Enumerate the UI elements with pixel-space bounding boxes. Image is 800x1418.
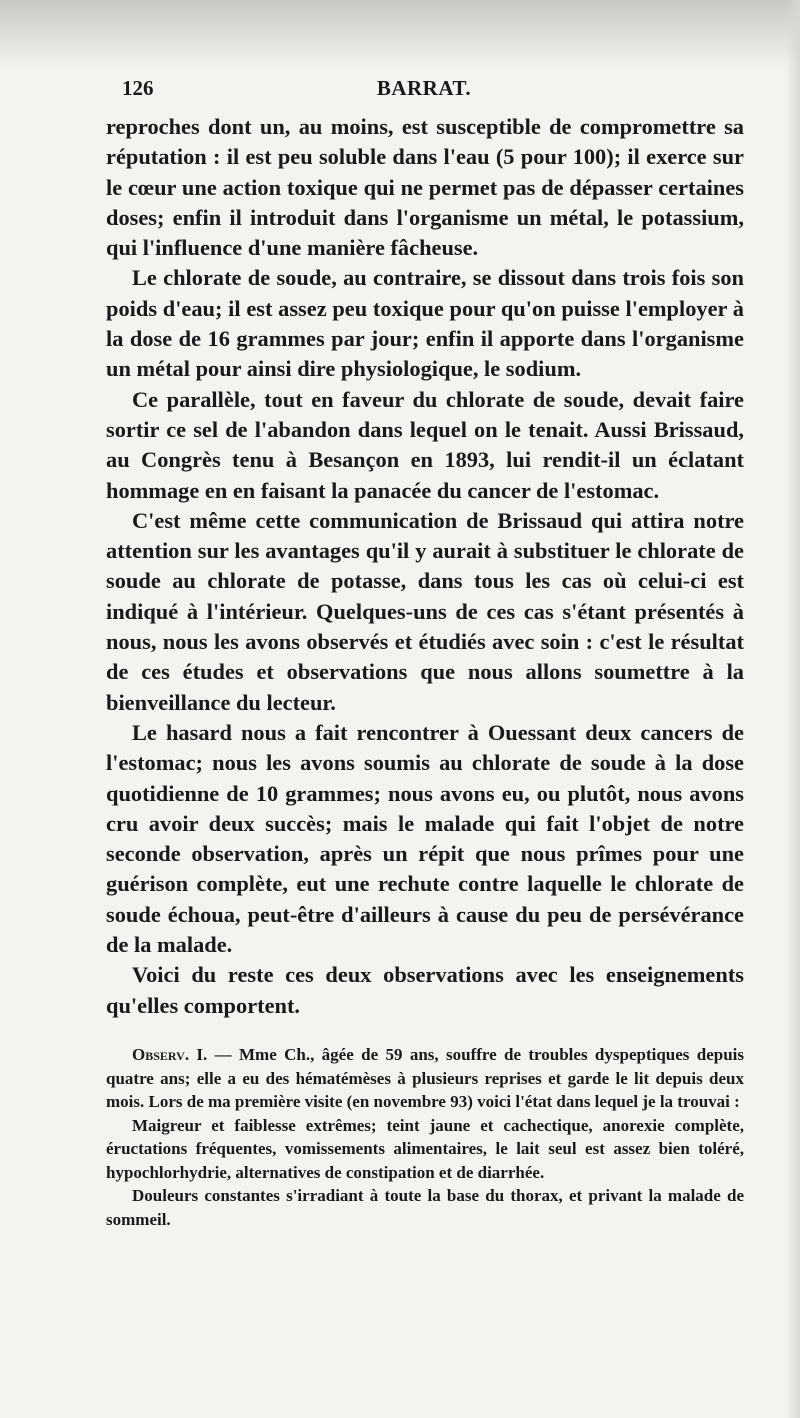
paragraph-6: Voici du reste ces deux observations avec les enseignements qu'elles comportent. — [106, 962, 744, 1018]
observation-notes — [106, 1043, 744, 1231]
scan-right-shadow — [786, 0, 800, 1418]
running-head: BARRAT. — [376, 76, 472, 100]
paragraph-2: Le chlorate de soude, au contraire, se dissout dans trois fois son poids d'eau; il est assez peu toxique pour qu'on puisse l'employer à la dose de 16 grammes par jour; enfin il apporte dans l'organisme un métal pour ainsi dire physiologique, le sodium. — [106, 265, 744, 382]
observation-1-text: — Mme Ch., âgée de 59 ans, souffre de troubles dyspeptiques depuis quatre ans; elle a eu des hématémèses à plusieurs reprises et garde le lit depuis deux mois. Lors de ma première visite (en novembre 93) voici l'état dans lequel je la trouvai : — [106, 1045, 744, 1111]
paragraph-3: Ce parallèle, tout en faveur du chlorate de soude, devait faire sortir ce sel de l'abandon dans lequel on le tenait. Aussi Brissaud, au Congrès tenu à Besançon en 1893, lui rendit-il un éclatant hommage en en faisant la panacée du cancer de l'estomac. — [106, 386, 744, 503]
scan-top-shadow — [0, 0, 800, 70]
observation-1 — [106, 1043, 744, 1114]
body-text — [106, 112, 744, 1021]
page-number: 126 — [122, 76, 154, 100]
paragraph-5: Le hasard nous a fait rencontrer à Ouessant deux cancers de l'estomac; nous les avons soumis au chlorate de soude à la dose quotidienne de 10 grammes; nous avons eu, ou plutôt, nous avons cru avoir deux succès; mais le malade qui fait l'objet de notre seconde observation, après un répit que nous prîmes pour une guérison complète, eut une rechute contre laquelle le chlorate de soude échoua, peut-être d'ailleurs à cause du peu de persévérance de la malade. — [106, 719, 744, 958]
page-header — [104, 76, 744, 106]
paragraph-4: C'est même cette communication de Brissaud qui attira notre attention sur les avantages qu'il y aurait à substituer le chlorate de soude au chlorate de potasse, dans tous les cas où celui-ci est indiqué à l'intérieur. Quelques-uns de ces cas s'étant présentés à nous, nous les avons observés et étudiés avec soin : c'est le résultat de ces études et observations que nous allons soumettre à la bienveillance du lecteur. — [106, 507, 744, 715]
paragraph-1: reproches dont un, au moins, est susceptible de compromettre sa réputation : il est peu soluble dans l'eau (5 pour 100); il exerce sur le cœur une action toxique qui ne permet pas de dépasser certaines doses; enfin il introduit dans l'organisme un métal, le potassium, qui l'influence d'une manière fâcheuse. — [106, 114, 744, 261]
observation-symptoms: Maigreur et faiblesse extrêmes; teint jaune et cachectique, anorexie complète, éructations fréquentes, vomissements alimentaires, le lait seul est assez bien toléré, hypochlorhydrie, alternatives de constipation et de diarrhée. — [106, 1115, 744, 1182]
observation-label: Observ. I. — [132, 1045, 208, 1064]
observation-pain: Douleurs constantes s'irradiant à toute la base du thorax, et privant la malade de sommeil. — [106, 1186, 744, 1229]
